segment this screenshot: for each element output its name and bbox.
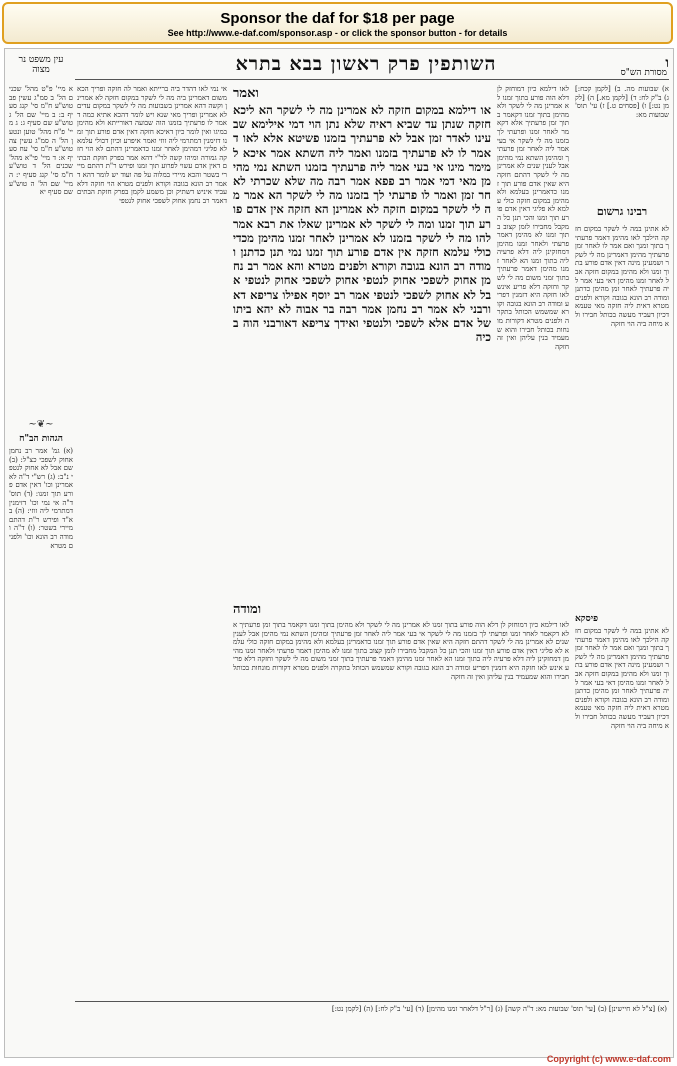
page-header [5, 53, 673, 79]
masoret-hashas-column: א) שבועות מה. ב) [לקמן קכח:] ג) ב"ק לח: ד) [לקמן מא.] ה) [לקמן נט:] ו) [פסחים ט.] ז) עי' תוס' שבועות מא: [575, 85, 669, 119]
sponsor-subline[interactable]: See http://www.e-daf.com/sponsor.asp - or click the sponsor button - for details [167, 28, 508, 38]
footnote-divider [75, 1001, 669, 1002]
lower-rashi-column: לאו דילמא כיון דמוחזק לן דלא הוה פורע בתוך זמנו לא אמרינן מה לי לשקר ולא מהימן בתוך זמנו דקאמר בתוך זמן פרעתיך אלא דקאמר לאחר זמנו ופרעתי לך בזמנו מה לי לשקר אי בעי אמר ליה לאחר זמן פרעתיך ומהימן השתא נמי מהימן אבל לענין שנים לא אמרינן מה לי לשקר דהתם חזקה היא שאין אדם פורע תוך זמנו כדאמרינן בעלמא ולא מהימן במקום חזקה כולי עלמא לא פליגי דאין אדם פורע תוך זמנו והכי תנן כל המקבל מחבירו לזמן קצוב בתוך זמנו לא מהימן דאמר פרעתי ולאחר זמנו מהימן דמחזקינן ליה דלא פרעיה ליה בתוך זמנו הא לאחר זמנו מהימן דאמר פרעתיך בתוך זמני משום מה לי לשקר וחזקה דלא פריע אינש לאו חזקה היא דזמנין דפריע ומודה רב הונא בגובה וקורא שמשמש הכותל בתקרה ולפנים מטרא דקורות מונחות בכותל חבירו והוא שמעמיד בנין עליהן ואין זה חזקה [233, 621, 569, 681]
copyright-notice[interactable]: Copyright (c) www.e-daf.com [546, 1054, 671, 1064]
talmud-page [4, 48, 674, 1058]
page-title: השותפין פרק ראשון בבא בתרא [235, 53, 497, 75]
folio-number: ו [665, 55, 669, 71]
pisqa-heading: פיסקא [575, 614, 598, 624]
rashi-column: לאו דילמא כיון דמוחזק לן דלא הוה פורע בתוך זמנו לא אמרינן מה לי לשקר ולא מהימן בתוך זמנו דקאמר בתוך זמן פרעתיך אלא דקאמר לאחר זמנו ופרעתי לך בזמנו מה לי לשקר אי בעי אמר ליה לאחר זמן פרעתיך ומהימן השתא נמי מהימן אבל לענין שנים לא אמרינן מה לי לשקר דהתם חזקה היא שאין אדם פורע תוך זמנו כדאמרינן בעלמא ולא מהימן במקום חזקה כולי עלמא לא פליגי דאין אדם פורע תוך זמנו והכי תנן כל המקבל מחבירו לזמן קצוב בתוך זמנו לא מהימן דאמר פרעתי ולאחר זמנו מהימן דמחזקינן ליה דלא פרעיה ליה בתוך זמנו הא לאחר זמנו מהימן דאמר פרעתיך בתוך זמני משום מה לי לשקר וחזקה דלא פריע אינש לאו חזקה היא דזמנין דפריע ומודה רב הונא בגובה וקורא שמשמש הכותל בתקרה ולפנים מטרא דקורות מונחות בכותל חבירו והוא שמעמיד בנין עליהן ואין זה חזקה [497, 85, 569, 351]
header-divider [75, 79, 669, 80]
hagahot-heading: הגהות הב"ח [19, 434, 63, 444]
ein-mishpat-heading: עין משפט נר מצוה [18, 55, 64, 75]
sponsor-banner[interactable] [2, 2, 673, 44]
ornament-divider: ~❦~ [28, 419, 54, 430]
hagahot-column: (א) גמ' אמר רב נחמן אחוק לשפכי כצ"ל: (ב) שם אבל לא אחוק לנטפי נ"ב: (ג) רש"י ד"ה לא אמרינן וכו' דאין אדם פורע תוך זמנו: (ד) תוס' ד"ה אי נמי וכו' דזימנין דמתרמי ליה זוזי: (ה) בא"ד ופירש ר"ת דהתם מיירי בשטר: (ו) ד"ה ומודה רב הונא וכו' ולפנים מטרא [9, 447, 73, 550]
footnotes: (א) [צ"ל לא חיישינן] (ב) [עי' תוס' שבועות מא: ד"ה קשה] (ג) [ר"ל דלאחר זמנו מהימן] (ד) [עי' ב"ק לח:] (ה) [לקמן נט:] [331, 1005, 667, 1013]
tosafot-column: אי נמי לאו דהדר ביה ברייתא ואמר לה חזקה ופריך הכא משום דאמרינן ביה מה לי לשקר במקום חזקה לא אמרינן וקשה דהא אמרינן בשבועות מה לי לשקר במקום עדים לא אמרינן ופריך מאי שנא ויש לומר דהכא אתיא כמה דאמר לו פרעתיך בזמנו הוה שבועה דאורייתא ולא מהימן במיגו ואין לומר כיון דאיכא חזקה דאין אדם פורע תוך זמנו דזימנין דמתרמי ליה זוזי ואמר איפרע וכיון דכולי עלמא לא פליגי דמהימן לאחר זמנו כדאמרינן דהתם לא הוי חזקה גמורה ומיהו קשה לר"י דהא אמר בפרק חזקת הבתים דאין אדם עשוי לפרוע תוך זמנו ופירש ר"ת דהתם מיירי בשטר והכא מיירי במלוה על פה ועוד יש לומר דהא דאמר רב הונא בגובה וקורא ולפנים מטרא הוי חזקה דלא עביד איניש דשתיק וכן משמע לקמן בפרק חזקת הבתים דאמר רב נחמן אחוק לשפכי אחוק לנטפי [77, 85, 227, 205]
gemara-text: או דילמא במקום חזקה לא אמרינן מה לי לשקר הא ליכא חזקה שנתן עד שביא ראיה שלא נתן הוי דמי אילימא שבעינו לאדר זמן אבל לא פרעתיך בזמנו פשיטא אלא לאו דאמר לו לא פרעתיך בזמנו ואמר ליה השתא אמר איכא למימר מיגו אי בעי אמר ליה פרעתיך בזמנו השתא נמי מהימן מאי דמי אמר רב פפא אמר רבה מה שלא שכרתי לאחר זמן ואמר לו פרעתי לך בזמנו מה לי לשקר הא אמר מה לי לשקר במקום חזקה לא אמרינן הא חזקה אין אדם פורע תוך זמנו ומה לי לשקר לא אמרינן שאלו את רבא אמר להו מה לי לשקר בזמנו לא אמרינן לאחר זמנו מהימן מכדי כולי עלמא חזקה אין אדם פורע תוך זמנו נמי תנן כדתנן ומודה רב הונא בגובה וקורא ולפנים מטרא והא אמר רב נחמן אחוק לשפכי אחוק לנטפי אחוק לשפכי אחוק לנטפי אבל לא אחוק לשפכי לנטפי אמר רב יוסף אפילו צריפא דאורבני לא אמר רב נחמן אמר רבה בר אבוה לא יהא ביתו של אדם אלא לשפכי ולנטפי ואידך צריפא דאורבני הוה בכיה [233, 103, 491, 345]
gemara-mid-word: ומודה [233, 602, 262, 617]
masoret-heading: מסורת הש"ס [620, 68, 667, 78]
rabbeinu-gershom-continued: לא אתינן במה לי לשקר במקום חזקה הילכך לאו מהימן דאמר פרעתיך בתוך זמנך ואם אמר לו לאחר זמן פרעתיך מהימן דאמרינן מה לי לשקר ושמעינן מינה דאין אדם פורע בתוך זמנו ולא מהימן במקום חזקה אבל לאחר זמנו מהימן דאי בעי אמר ליה פרעתיך לאחר זמן מהימן כדתנן ומודה רב הונא בגובה וקורא ולפנים מטרא דאית ליה חזקה מאי טעמא דכיון דעביד מעשה בכותל חבירו ולא מיחה ביה הוי חזקה [575, 627, 669, 730]
rabbeinu-gershom-column: לא אתינן במה לי לשקר במקום חזקה הילכך לאו מהימן דאמר פרעתיך בתוך זמנך ואם אמר לו לאחר זמן פרעתיך מהימן דאמרינן מה לי לשקר ושמעינן מינה דאין אדם פורע בתוך זמנו ולא מהימן במקום חזקה אבל לאחר זמנו מהימן דאי בעי אמר ליה פרעתיך לאחר זמן מהימן כדתנן ומודה רב הונא בגובה וקורא ולפנים מטרא דאית ליה חזקה מאי טעמא דכיון דעביד מעשה בכותל חבירו ולא מיחה ביה הוי חזקה [575, 225, 669, 328]
sponsor-headline[interactable]: Sponsor the daf for $18 per page [220, 10, 455, 27]
ein-mishpat-column: א מיי' פ"ט מהל' שכנים הל' ב סמ"ג עשין פב טוש"ע ח"מ סי' קנג סעיף ב: ב מיי' שם הל' ג טוש"ע שם סעיף ג: ג מיי' פ"ח מהל' טוען ונטען הל' ה סמ"ג עשין צה טוש"ע ח"מ סי' עח סעיף א: ד מיי' פי"א מהל' שכנים הל' ד טוש"ע ח"מ סי' קנג סעיף י: ה מיי' שם הל' ה טוש"ע שם סעיף יא [9, 85, 73, 197]
rabbeinu-gershom-heading: רבינו גרשום [596, 205, 648, 218]
gemara-opening-word: ואמר [233, 86, 259, 101]
